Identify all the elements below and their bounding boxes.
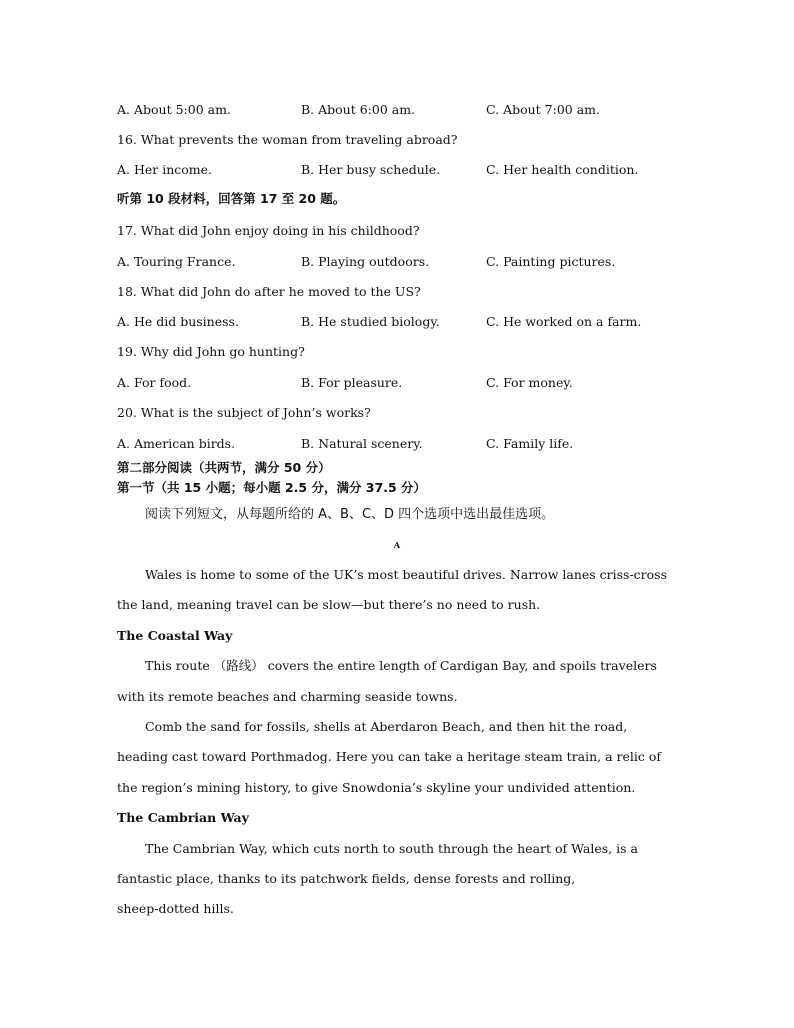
q20-option-a: A. American birds. <box>117 436 236 451</box>
reading-instruction: 阅读下列短文，从每题所给的 A、B、C、D 四个选项中选出最佳选项。 <box>145 507 555 522</box>
q16-option-b: B. Her busy schedule. <box>301 162 441 177</box>
section-10-heading: 听第 10 段材料，回答第 17 至 20 题。 <box>117 191 346 206</box>
heading-coastal-way: The Coastal Way <box>117 628 233 643</box>
q18-stem: 18. What did John do after he moved to the US? <box>117 284 421 299</box>
para3-line2: heading cast toward Porthmadog. Here you can take a heritage steam train, a relic of <box>117 749 662 764</box>
q15-option-a: A. About 5:00 am. <box>117 102 231 117</box>
q15-option-c: C. About 7:00 am. <box>486 102 600 117</box>
q19-option-b: B. For pleasure. <box>301 375 403 390</box>
q20-option-b: B. Natural scenery. <box>301 436 423 451</box>
para1-line2: the land, meaning travel can be slow—but there’s no need to rush. <box>117 597 541 612</box>
q16-option-c: C. Her health condition. <box>486 162 639 177</box>
q19-option-a: A. For food. <box>117 375 192 390</box>
para4-line3: sheep-dotted hills. <box>117 901 234 916</box>
para4-line2: fantastic place, thanks to its patchwork fields, dense forests and rolling, <box>117 871 576 886</box>
q20-stem: 20. What is the subject of John’s works? <box>117 405 371 420</box>
q19-option-c: C. For money. <box>486 375 573 390</box>
q16-stem: 16. What prevents the woman from traveling abroad? <box>117 132 458 147</box>
q16-option-a: A. Her income. <box>117 162 213 177</box>
para3-line1: Comb the sand for fossils, shells at Aberdaron Beach, and then hit the road, <box>145 719 628 734</box>
para3-line3: the region’s mining history, to give Snowdonia’s skyline your undivided attention. <box>117 780 636 795</box>
q18-option-c: C. He worked on a farm. <box>486 314 642 329</box>
q17-option-b: B. Playing outdoors. <box>301 254 430 269</box>
para1-line1: Wales is home to some of the UK’s most beautiful drives. Narrow lanes criss-cross <box>145 567 668 582</box>
part2-title: 第二部分阅读（共两节，满分 50 分） <box>117 460 331 475</box>
para4-line1: The Cambrian Way, which cuts north to south through the heart of Wales, is a <box>145 841 638 856</box>
q15-option-b: B. About 6:00 am. <box>301 102 416 117</box>
q18-option-a: A. He did business. <box>117 314 239 329</box>
para2-line1: This route （路线） covers the entire length of Cardigan Bay, and spoils travelers <box>145 658 657 673</box>
heading-cambrian-way: The Cambrian Way <box>117 810 249 825</box>
q20-option-c: C. Family life. <box>486 436 574 451</box>
q19-stem: 19. Why did John go hunting? <box>117 344 305 359</box>
para2-line2: with its remote beaches and charming seaside towns. <box>117 689 458 704</box>
q18-option-b: B. He studied biology. <box>301 314 440 329</box>
q17-stem: 17. What did John enjoy doing in his childhood? <box>117 223 420 238</box>
q17-option-a: A. Touring France. <box>117 254 236 269</box>
passage-label: A <box>393 540 401 550</box>
q17-option-c: C. Painting pictures. <box>486 254 616 269</box>
section1-title: 第一节（共 15 小题；每小题 2.5 分，满分 37.5 分） <box>117 480 426 495</box>
